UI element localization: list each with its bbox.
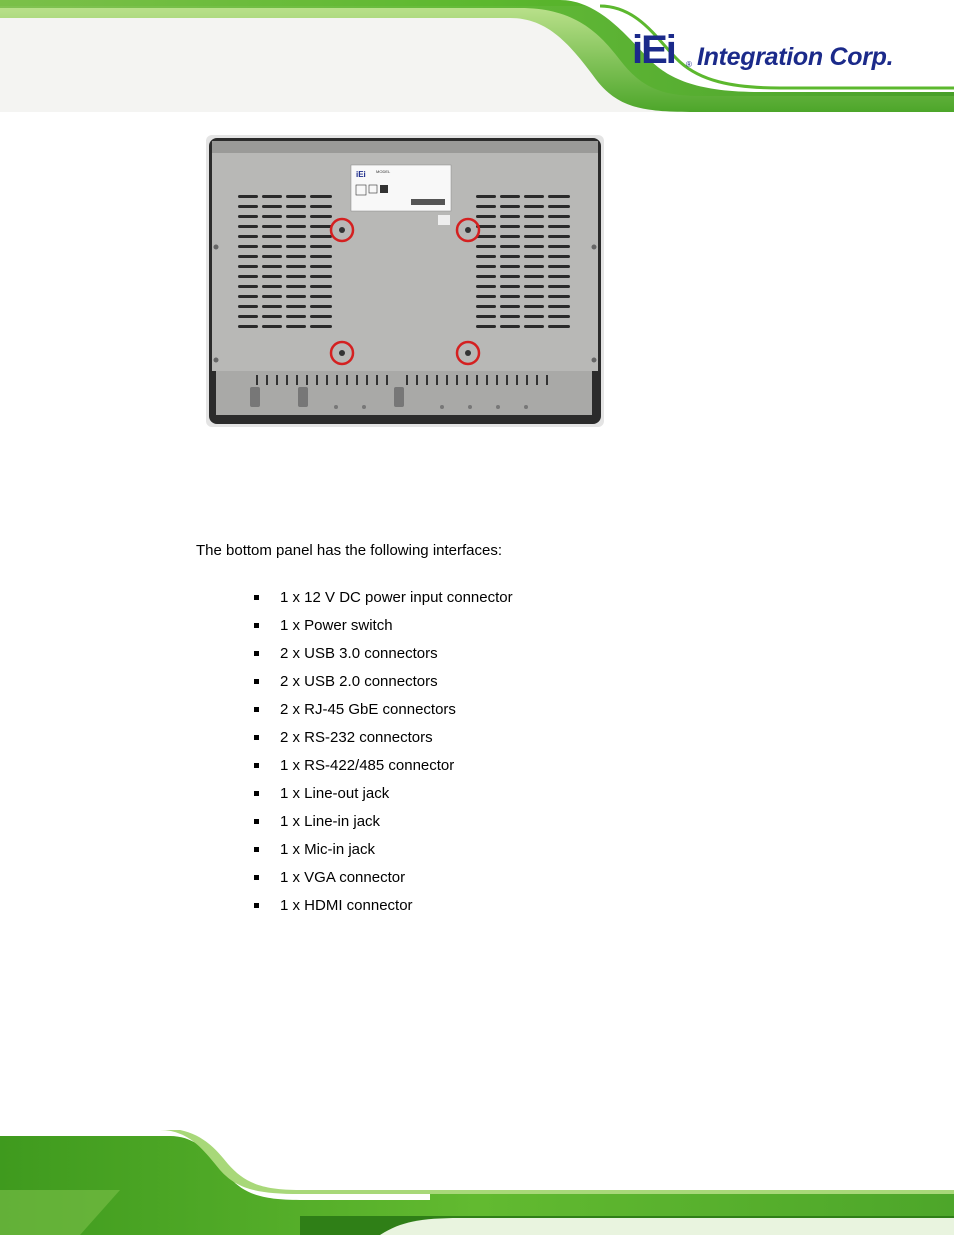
list-item-text: 1 x RS-422/485 connector bbox=[280, 757, 455, 774]
list-item bbox=[252, 868, 513, 896]
iei-logo-mark: iEi bbox=[632, 28, 675, 72]
list-item-text: 2 x USB 3.0 connectors bbox=[280, 645, 438, 662]
list-item-text: 1 x Line-out jack bbox=[280, 785, 390, 802]
list-item bbox=[252, 616, 513, 644]
list-item bbox=[252, 840, 513, 868]
interfaces-intro: The bottom panel has the following interfaces: bbox=[196, 542, 503, 559]
label-model-text: MODEL bbox=[376, 169, 391, 174]
square-bullet-icon bbox=[254, 791, 259, 796]
rear-panel-photo bbox=[206, 135, 604, 427]
square-bullet-icon bbox=[254, 679, 259, 684]
square-bullet-icon bbox=[254, 875, 259, 880]
square-bullet-icon bbox=[254, 623, 259, 628]
rear-panel-illustration bbox=[206, 135, 604, 427]
list-item bbox=[252, 588, 513, 616]
list-item bbox=[252, 728, 513, 756]
list-item bbox=[252, 672, 513, 700]
square-bullet-icon bbox=[254, 819, 259, 824]
list-item bbox=[252, 784, 513, 812]
list-item-text: 1 x Line-in jack bbox=[280, 813, 381, 830]
page-footer bbox=[0, 1130, 954, 1235]
interfaces-list bbox=[252, 588, 513, 924]
list-item bbox=[252, 700, 513, 728]
svg-text:iEi: iEi bbox=[356, 170, 366, 179]
square-bullet-icon bbox=[254, 595, 259, 600]
iei-logo-text: Integration Corp. bbox=[697, 43, 894, 71]
square-bullet-icon bbox=[254, 903, 259, 908]
list-item bbox=[252, 896, 513, 924]
footer-green-swoosh bbox=[0, 1130, 954, 1235]
list-item bbox=[252, 756, 513, 784]
square-bullet-icon bbox=[254, 763, 259, 768]
square-bullet-icon bbox=[254, 707, 259, 712]
list-item bbox=[252, 644, 513, 672]
square-bullet-icon bbox=[254, 735, 259, 740]
registered-mark: ® bbox=[686, 60, 692, 69]
list-item-text: 1 x 12 V DC power input connector bbox=[280, 589, 513, 606]
list-item-text: 1 x VGA connector bbox=[280, 869, 406, 886]
list-item-text: 2 x USB 2.0 connectors bbox=[280, 673, 438, 690]
page-header bbox=[0, 0, 954, 112]
square-bullet-icon bbox=[254, 847, 259, 852]
list-item-text: 1 x HDMI connector bbox=[280, 897, 413, 914]
list-item-text: 1 x Mic-in jack bbox=[280, 841, 376, 858]
list-item-text: 2 x RJ-45 GbE connectors bbox=[280, 701, 456, 718]
square-bullet-icon bbox=[254, 651, 259, 656]
list-item bbox=[252, 812, 513, 840]
list-item-text: 1 x Power switch bbox=[280, 617, 393, 634]
list-item-text: 2 x RS-232 connectors bbox=[280, 729, 433, 746]
